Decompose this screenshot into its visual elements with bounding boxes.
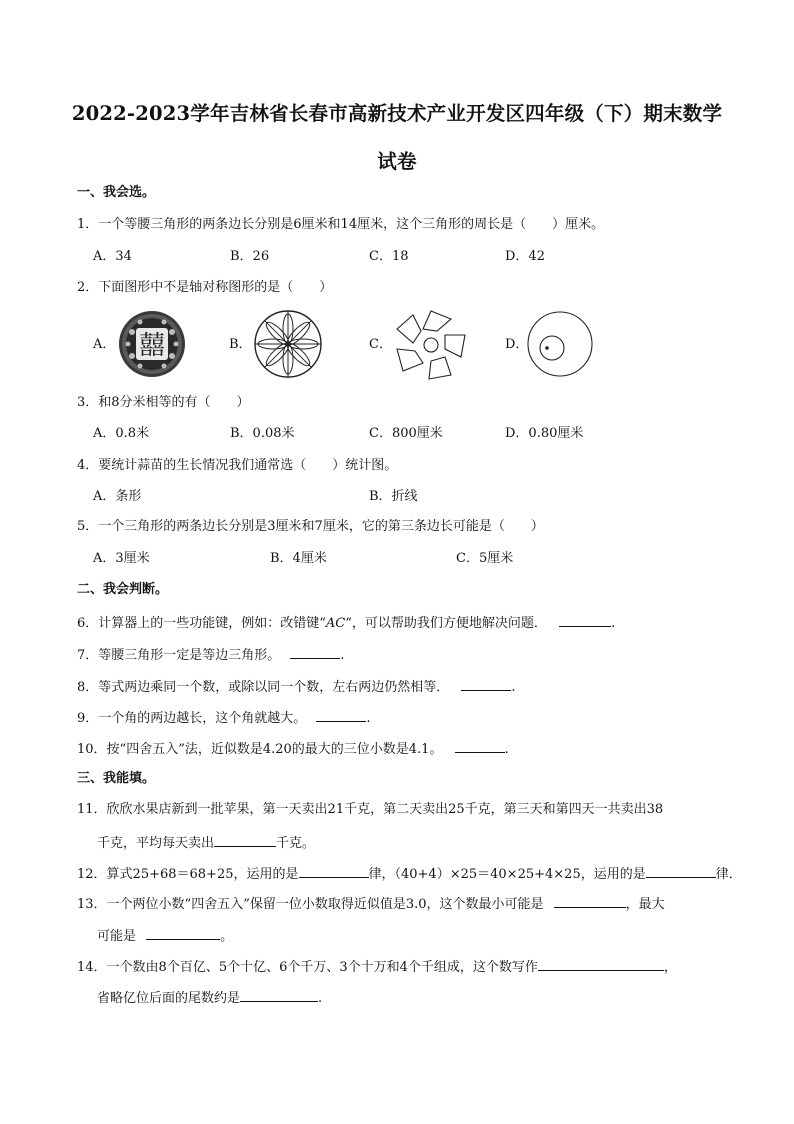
question-12 bbox=[77, 864, 742, 884]
question-3-option-a: A．0.8米 bbox=[93, 426, 150, 441]
question-12-text-c: 律． bbox=[715, 867, 742, 882]
question-8-answer-blank[interactable] bbox=[461, 677, 511, 691]
question-10-period: . bbox=[504, 742, 509, 757]
question-8-period: . bbox=[511, 680, 516, 695]
question-14-answer-blank-1[interactable] bbox=[538, 957, 664, 971]
question-13-line2 bbox=[97, 926, 233, 946]
question-6-answer-blank[interactable] bbox=[559, 613, 611, 627]
exam-title-line2: 试卷 bbox=[377, 150, 417, 173]
question-13-answer-blank-1[interactable] bbox=[554, 894, 626, 908]
question-10-text: 10．按“四舍五入”法，近似数是4.20的最大的三位小数是4.1。 bbox=[77, 742, 443, 757]
question-2-label-a: A． bbox=[93, 337, 116, 352]
question-12-answer-blank-1[interactable] bbox=[299, 864, 369, 878]
question-14-answer-blank-2[interactable] bbox=[240, 988, 318, 1002]
question-9 bbox=[77, 708, 371, 728]
question-10 bbox=[77, 739, 509, 759]
section-heading-judge: 二、我会判断。 bbox=[77, 582, 169, 597]
question-13-text-a: 13．一个两位小数“四舍五入”保留一位小数取得近似值是3.0，这个数最小可能是 bbox=[77, 897, 544, 912]
question-2-label-d: D． bbox=[505, 337, 529, 352]
question-3-option-d: D．0.80厘米 bbox=[505, 426, 584, 441]
question-13-answer-blank-2[interactable] bbox=[146, 926, 220, 940]
question-14-text-b: ， bbox=[663, 960, 677, 975]
question-9-period: . bbox=[366, 711, 371, 726]
nested-circles-icon bbox=[526, 310, 594, 378]
question-6-text-post: “，可以帮助我们方便地解决问题． bbox=[345, 616, 547, 631]
question-14-line2 bbox=[97, 988, 322, 1008]
question-11-answer-blank[interactable] bbox=[214, 833, 276, 847]
question-3-stem: 3．和8分米相等的有（ ） bbox=[77, 395, 250, 410]
double-happiness-emblem-icon bbox=[118, 310, 186, 378]
emblem-glyph: 囍 bbox=[138, 331, 166, 361]
question-14-text-a: 14．一个数由8个百亿、5个十亿、6个千万、3个十万和4个千组成，这个数写作 bbox=[77, 960, 538, 975]
question-13-text-c: 可能是 bbox=[97, 929, 137, 944]
question-1-stem: 1．一个等腰三角形的两条边长分别是6厘米和14厘米，这个三角形的周长是（ ）厘米。 bbox=[77, 217, 605, 232]
question-13-line1 bbox=[77, 894, 665, 914]
question-5-option-b: B．4厘米 bbox=[270, 551, 327, 566]
question-6 bbox=[77, 613, 615, 633]
question-4-stem: 4．要统计蒜苗的生长情况我们通常选（ ）统计图。 bbox=[77, 458, 398, 473]
question-1-option-c: C．18 bbox=[369, 249, 409, 264]
question-3-option-c: C．800厘米 bbox=[369, 426, 443, 441]
question-4-option-b: B．折线 bbox=[369, 489, 418, 504]
question-7 bbox=[77, 645, 345, 665]
question-8-text: 8．等式两边乘同一个数，或除以同一个数，左右两边仍然相等． bbox=[77, 680, 450, 695]
question-6-period: . bbox=[611, 616, 616, 631]
question-5-stem: 5．一个三角形的两条边长分别是3厘米和7厘米，它的第三条边长可能是（ ） bbox=[77, 519, 544, 534]
question-11-text-b: 千克。 bbox=[276, 836, 316, 851]
question-7-text: 7．等腰三角形一定是等边三角形。 bbox=[77, 648, 281, 663]
question-1-option-d: D．42 bbox=[505, 249, 545, 264]
question-1-option-a: A．34 bbox=[93, 249, 132, 264]
question-12-text-a: 12．算式25+68＝68+25，运用的是 bbox=[77, 867, 299, 882]
question-5-option-a: A．3厘米 bbox=[93, 551, 150, 566]
question-7-answer-blank[interactable] bbox=[290, 645, 340, 659]
question-10-answer-blank[interactable] bbox=[455, 739, 505, 753]
question-13-text-b: ，最大 bbox=[625, 897, 665, 912]
question-2-label-c: C． bbox=[369, 337, 392, 352]
question-8 bbox=[77, 677, 516, 697]
section-heading-fill: 三、我能填。 bbox=[77, 771, 156, 786]
question-6-key: AC bbox=[325, 616, 346, 631]
question-9-answer-blank[interactable] bbox=[316, 708, 366, 722]
question-14-text-d: . bbox=[318, 991, 323, 1006]
question-11-line1: 11．欣欣水果店新到一批苹果，第一天卖出21千克，第二天卖出25千克，第三天和第四天一共卖出38 bbox=[77, 802, 664, 817]
question-11-text-a: 千克，平均每天卖出 bbox=[97, 836, 215, 851]
pinwheel-hexagon-icon bbox=[393, 309, 469, 381]
question-13-text-d: 。 bbox=[220, 929, 234, 944]
radial-flower-icon bbox=[253, 309, 323, 379]
question-14-line1 bbox=[77, 957, 677, 977]
question-3-option-b: B．0.08米 bbox=[230, 426, 295, 441]
question-6-text-pre: 6．计算器上的一些功能键，例如：改错键“ bbox=[77, 616, 326, 631]
question-2-label-b: B． bbox=[229, 337, 252, 352]
section-heading-choose: 一、我会选。 bbox=[77, 185, 156, 200]
question-7-period: . bbox=[340, 648, 345, 663]
question-4-option-a: A．条形 bbox=[93, 489, 142, 504]
question-11-line2 bbox=[97, 833, 315, 853]
question-1-option-b: B．26 bbox=[230, 249, 270, 264]
exam-title-line1: 2022-2023学年吉林省长春市高新技术产业开发区四年级（下）期末数学 bbox=[71, 102, 723, 125]
question-5-option-c: C．5厘米 bbox=[456, 551, 514, 566]
question-12-answer-blank-2[interactable] bbox=[646, 864, 716, 878]
question-2-stem: 2．下面图形中不是轴对称图形的是（ ） bbox=[77, 280, 333, 295]
question-14-text-c: 省略亿位后面的尾数约是 bbox=[97, 991, 241, 1006]
question-12-text-b: 律，（40+4）×25＝40×25+4×25，运用的是 bbox=[368, 867, 646, 882]
question-9-text: 9．一个角的两边越长，这个角就越大。 bbox=[77, 711, 307, 726]
